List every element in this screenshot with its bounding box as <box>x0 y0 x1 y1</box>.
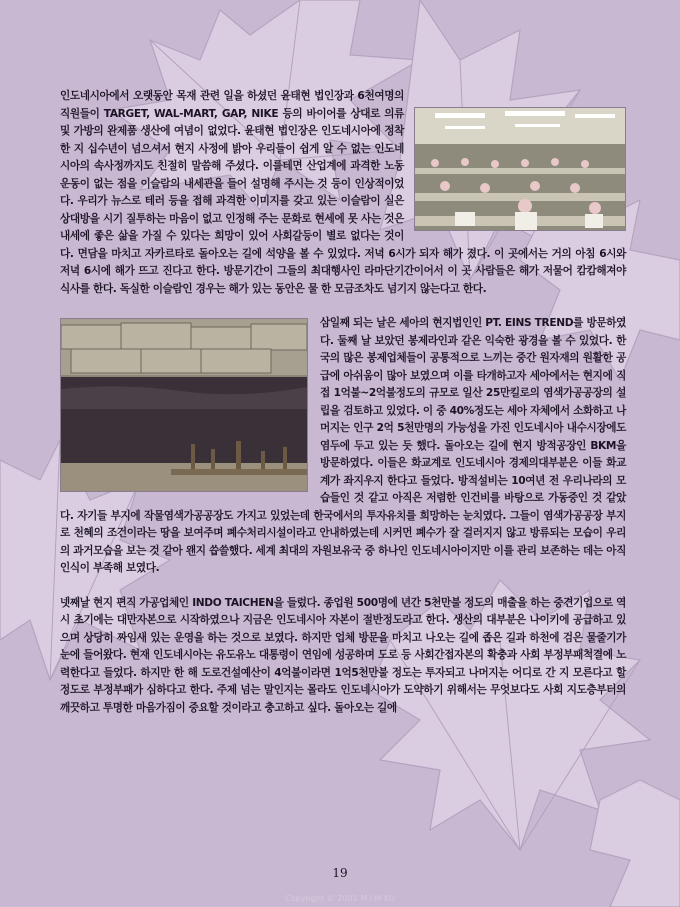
sewing-factory-image <box>415 108 625 230</box>
copyright-notice: Copyright © 2001 M I M KU <box>285 894 395 903</box>
wastewater-channel-image <box>61 319 307 491</box>
factory-photo <box>414 107 626 231</box>
page-number: 19 <box>332 866 348 880</box>
paragraph-2: 삼일째 되는 날은 세아의 현지법인인 PT. EINS TREND를 방문하였다. 둘째 날 보았던 봉제라인과 같은 익숙한 광경을 볼 수 있었다. 한국의 많은 봉제업체들이 공통적으로 느끼는 중간 원자재의 원활한 공급에 아쉬움이 많아 보였으며 이를 타개하고자 세아에서는 현지에 직접 1억불~2억불정도의 규모로 일산 25만킬로의 염색가공공장의 설립을 검토하고 있었다. 이 중 40%정도는 세아 자체에서 소화하고 나머지는 인구 2억 5천만명의 가능성을 가진 인도네시아 내수시장에도 염두에 두고 있는 듯 했다. 돌아오는 길에 현지 방적공장인 BKM을 방문하였다. 이들은 화교계로 인도네시아 경제의대부분은 이들 화교계가 좌지우지 한다고 들었다. 방적설비는 10여년 전 우리나라의 모습들인 것 같고 아직은 저렴한 인건비를 바탕으로 가동중인 것 같았다. 자기들 부지에 작물염색가공공장도 가지고 있었는데 한국에서의 투자유치를 희망하는 눈치였다. 그들이 염색가공공장 부지로 천혜의 조건이라는 땅을 보여주며 폐수처리시설이라고 안내하였는데 시커먼 폐수가 잘 걸러지지 않고 방류되는 모습이 우리의 과거모습을 보는 것 같아 왠지 씁쓸했다. 세계 최대의 자원보유국 중 하나인 인도네시아이지만 이를 관리 보존하는 데는 아직 인식이 부족해 보였다. <box>60 317 626 574</box>
paragraph-1: 인도네시아에서 오랫동안 목재 관련 일을 하셨던 윤태현 법인장과 6천여명의 직원들이 TARGET, WAL-MART, GAP, NIKE 등의 바이어를 상대로 의류 및 가방의 완제품 생산에 여념이 없었다. 윤태현 법인장은 인도네시아에 정착한 지 십수년이 넘으셔서 현지 사정에 밝아 우리들이 쉽게 알 수 없는 인도네시아의 속사정까지도 친절히 말씀해 주셨다. 이를테면 산업계에 과격한 노동운동이 없는 점을 이슬람의 내세관을 들어 설명해 주시는 것 등이 인상적이었다. 우리가 뉴스로 테러 등을 접해 과격한 이미지를 갖고 있는 이슬람이 실은 상대방을 시기 질투하는 마음이 없고 인정해 주는 문화로 현세에 못 사는 것은 내세에 좋은 삶을 가질 수 있다는 희망이 있어 사회갈등이 별로 없다는 것이다. 면담을 마치고 자카르타로 돌아오는 길에 석양을 볼 수 있었다. 저녁 6시가 되자 해가 졌다. 이 곳에서는 거의 아침 6시와 저녁 6시에 해가 뜨고 진다고 한다. 방문기간이 그들의 최대행사인 라마단기간이어서 이 곳 사람들은 해가 저물어 캄캄해져야 식사를 한다. 독실한 이슬람인 경우는 해가 있는 동안은 물 한 모금조차도 넘기지 않는다고 한다. <box>60 90 626 295</box>
paragraph-3: 넷째날 현지 편직 가공업체인 INDO TAICHEN을 들렀다. 종업원 500명에 년간 5천만불 정도의 매출을 하는 중견기업으로 역시 초기에는 대만자본으로 시작하였으나 지금은 인도네시아 자본이 절반정도라고 한다. 생산의 대부분은 나이키에 공급하고 있으며 상당히 짜임새 있는 운영을 하는 것으로 보였다. 하지만 업체 방문을 마치고 나오는 길에 좁은 길과 하천에 검은 물줄기가 눈에 들어왔다. 현재 인도네시아는 유도유노 대통령이 연임에 성공하며 도로 등 사회간접자본의 확충과 사회 부정부패척결에 노력한다고 들었다. 하지만 한 해 도로건설예산이 4억불이라면 1억5천만불 정도는 투자되고 나머지는 어디로 간 지 모른다고 할 정도로 부정부패가 심하다고 한다. 주제 넘는 말인지는 몰라도 인도네시아가 도약하기 위해서는 무엇보다도 사회 지도층부터의 깨끗하고 투명한 마음가짐이 중요할 것이라고 충고하고 싶다. 돌아오는 길에 <box>60 596 626 714</box>
article-body <box>60 88 626 734</box>
wastewater-photo <box>60 318 308 492</box>
